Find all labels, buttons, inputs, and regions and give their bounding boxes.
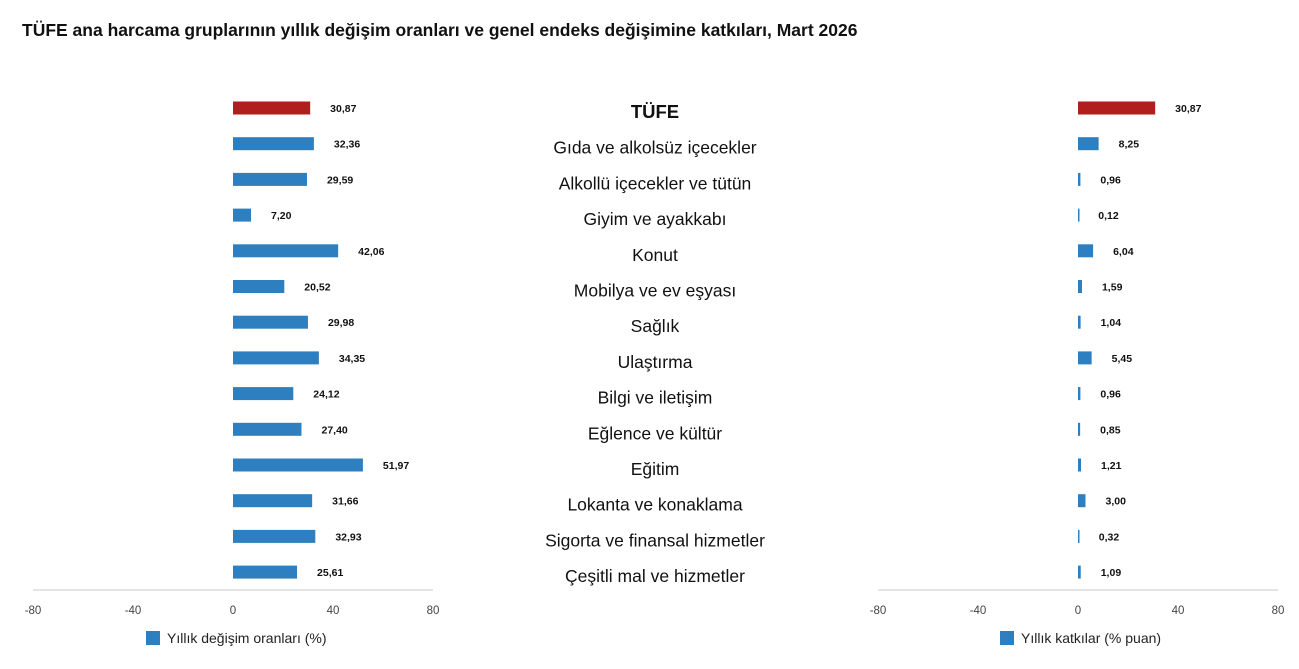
category-label: Bilgi ve iletişim (597, 387, 713, 408)
left-bar (233, 351, 319, 364)
right-x-tick-label: 80 (1271, 605, 1285, 617)
right-data-label: 1,59 (1101, 281, 1123, 294)
category-label: Çeşitli mal ve hizmetler (565, 566, 745, 587)
right-bar (1078, 137, 1099, 150)
category-label: Lokanta ve konaklama (567, 494, 743, 515)
left-x-tick-label: 80 (426, 605, 440, 617)
left-x-tick-label: -80 (24, 605, 42, 617)
left-legend (146, 630, 327, 646)
right-x-tick-label: -80 (869, 605, 887, 617)
right-bar (1078, 387, 1080, 400)
right-bar (1078, 102, 1155, 115)
left-data-label: 51,97 (382, 460, 410, 472)
right-data-label: 5,45 (1111, 352, 1133, 365)
category-label: Sağlık (630, 316, 680, 337)
category-label: Eğlence ve kültür (587, 423, 723, 444)
right-data-label: 0,96 (1100, 174, 1121, 187)
right-bar (1078, 530, 1080, 543)
left-legend-swatch (146, 631, 160, 645)
left-chart-panel (25, 102, 440, 618)
left-data-label: 24,12 (313, 388, 340, 401)
left-bar (233, 459, 363, 472)
right-chart-panel (870, 102, 1285, 618)
left-bar (233, 423, 302, 436)
right-legend (1000, 630, 1161, 646)
left-bar (233, 566, 297, 579)
category-label: Mobilya ve ev eşyası (573, 280, 737, 301)
left-legend-label: Yıllık değişim oranları (%) (167, 630, 327, 646)
left-data-label: 32,93 (335, 531, 362, 544)
right-legend-label: Yıllık katkılar (% puan) (1021, 630, 1162, 646)
left-bar (233, 530, 315, 543)
right-bar (1078, 351, 1092, 364)
right-bar (1078, 244, 1093, 257)
right-data-label: 30,87 (1175, 103, 1202, 115)
left-data-label: 29,59 (326, 174, 354, 187)
right-bar (1078, 209, 1080, 222)
right-data-label: 6,04 (1113, 245, 1134, 258)
right-data-label: 8,25 (1118, 138, 1140, 151)
category-label: Ulaştırma (617, 351, 693, 372)
right-data-label: 1,09 (1100, 567, 1122, 580)
right-data-label: 0,96 (1100, 388, 1121, 401)
left-bar (233, 494, 312, 507)
right-data-label: 1,21 (1101, 460, 1122, 472)
category-label: Gıda ve alkolsüz içecekler (553, 137, 757, 158)
right-bar (1078, 173, 1080, 186)
right-bar (1078, 459, 1081, 472)
left-data-label: 20,52 (304, 281, 331, 294)
left-bar (233, 244, 338, 257)
category-label: TÜFE (630, 101, 680, 122)
right-bar (1078, 566, 1081, 579)
left-x-tick-label: 0 (229, 605, 237, 617)
right-x-tick-label: 40 (1171, 605, 1185, 617)
left-x-tick-label: 40 (326, 605, 340, 617)
category-label: Alkollü içecekler ve tütün (558, 173, 752, 194)
category-label: Giyim ve ayakkabı (583, 209, 727, 230)
left-x-tick-label: -40 (124, 605, 142, 617)
right-bar (1078, 494, 1086, 507)
left-data-label: 7,20 (271, 210, 292, 223)
right-data-label: 0,85 (1100, 424, 1121, 437)
left-data-label: 25,61 (317, 567, 344, 580)
right-data-label: 1,04 (1100, 317, 1122, 330)
category-label: Eğitim (630, 459, 680, 479)
category-label: Konut (632, 244, 678, 265)
left-bar (233, 280, 284, 293)
right-x-tick-label: 0 (1074, 605, 1082, 617)
left-bar (233, 137, 314, 150)
left-data-label: 32,36 (333, 138, 361, 151)
left-bar (233, 387, 293, 400)
left-data-label: 31,66 (332, 495, 359, 508)
right-bar (1078, 316, 1081, 329)
right-bar (1078, 280, 1082, 293)
category-label: Sigorta ve finansal hizmetler (545, 530, 765, 551)
left-data-label: 27,40 (321, 424, 348, 437)
left-data-label: 29,98 (327, 317, 355, 330)
left-bar (233, 316, 308, 329)
left-bar (233, 209, 251, 222)
category-labels (545, 101, 765, 586)
right-legend-swatch (1000, 631, 1014, 645)
left-data-label: 42,06 (358, 245, 385, 258)
right-data-label: 3,00 (1105, 495, 1126, 508)
chart-title: TÜFE ana harcama gruplarının yıllık değişim oranları ve genel endeks değişimine katkıları, Mart 2026 (22, 20, 858, 40)
left-data-label: 34,35 (338, 352, 366, 365)
left-data-label: 30,87 (330, 103, 357, 115)
right-data-label: 0,12 (1098, 210, 1119, 223)
right-data-label: 0,32 (1098, 531, 1120, 544)
left-bar (233, 102, 310, 115)
right-x-tick-label: -40 (969, 605, 987, 617)
left-bar (233, 173, 307, 186)
right-bar (1078, 423, 1080, 436)
